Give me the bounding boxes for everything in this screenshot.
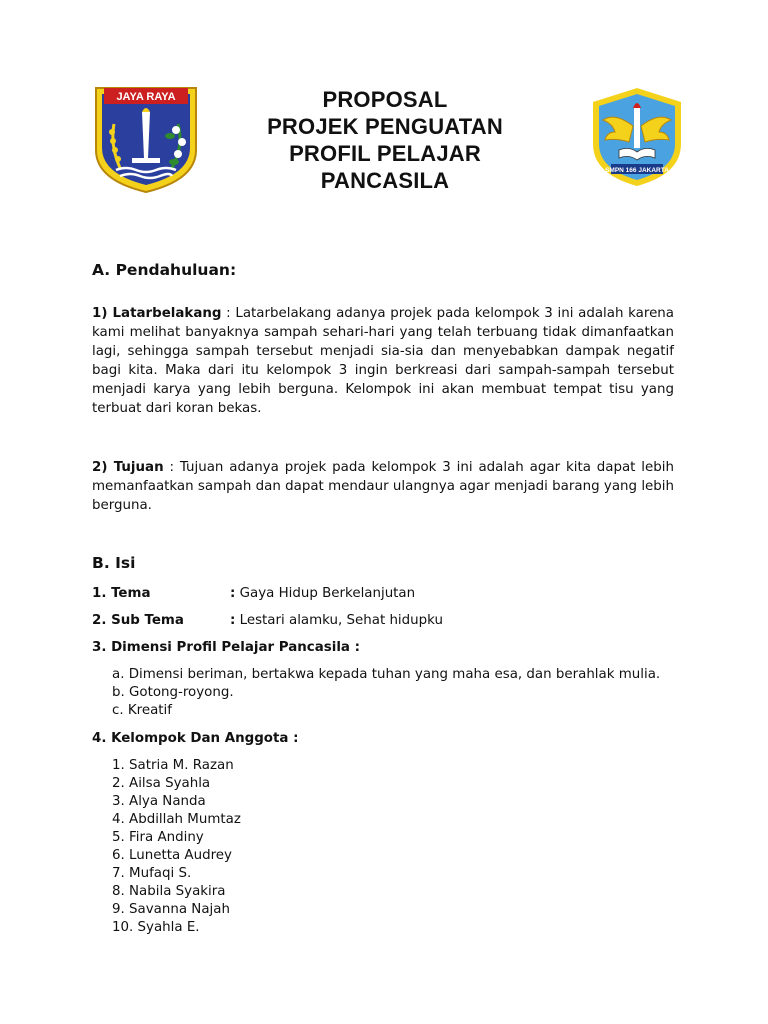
section-a-heading: A. Pendahuluan:	[92, 261, 237, 279]
background-label: 1) Latarbelakang	[92, 306, 222, 321]
section-b-heading: B. Isi	[92, 554, 136, 572]
title-line-4: PANCASILA	[320, 168, 450, 193]
proposal-title	[205, 86, 565, 194]
jaya-raya-text: JAYA RAYA	[116, 91, 176, 103]
list-item: b. Gotong-royong.	[112, 685, 234, 700]
jakarta-coat-of-arms-logo	[92, 84, 200, 194]
list-item: c. Kreatif	[112, 703, 172, 718]
title-line-2: PROJEK PENGUATAN	[267, 114, 503, 139]
background-paragraph	[92, 304, 674, 418]
sub-tema-label: 2. Sub Tema	[92, 613, 184, 628]
list-item: 4. Abdillah Mumtaz	[112, 812, 241, 827]
tema-row	[92, 584, 415, 603]
list-item: 2. Ailsa Syahla	[112, 776, 211, 791]
goal-separator: :	[163, 460, 180, 475]
background-separator: :	[221, 306, 236, 321]
sub-tema-row	[92, 611, 443, 630]
list-item: a. Dimensi beriman, bertakwa kepada tuhan yang maha esa, dan berahlak mulia.	[112, 667, 661, 682]
members-list	[112, 757, 241, 937]
sub-tema-value: Lestari alamku, Sehat hidupku	[235, 613, 443, 628]
list-item: 9. Savanna Najah	[112, 902, 230, 917]
tema-value: Gaya Hidup Berkelanjutan	[235, 586, 416, 601]
list-item: 6. Lunetta Audrey	[112, 848, 232, 863]
sub-tema-colon: :	[230, 613, 236, 628]
kelompok-heading: 4. Kelompok Dan Anggota :	[92, 731, 299, 746]
school-name-text: SMPN 166 JAKARTA	[605, 167, 669, 174]
goal-text: Tujuan adanya projek pada kelompok 3 ini adalah agar kita dapat lebih memanfaatkan sampah dan dapat mendaur ulangnya agar menjadi barang yang lebih berguna.	[92, 460, 674, 513]
list-item: 5. Fira Andiny	[112, 830, 204, 845]
list-item: 7. Mufaqi S.	[112, 866, 192, 881]
title-line-3: PROFIL PELAJAR	[289, 141, 481, 166]
dimensi-heading: 3. Dimensi Profil Pelajar Pancasila :	[92, 640, 360, 655]
tema-colon: :	[230, 586, 236, 601]
goal-label: 2) Tujuan	[92, 460, 164, 475]
list-item: 1. Satria M. Razan	[112, 758, 234, 773]
list-item: 8. Nabila Syakira	[112, 884, 226, 899]
dimensi-list	[112, 666, 660, 720]
background-text: Latarbelakang adanya projek pada kelompok 3 ini adalah karena kami melihat banyaknya sampah sehari-hari yang telah terbuang tidak dimanfaatkan lagi, sehingga sampah tersebut menjadi sia-sia dan menyebabkan dampak negatif bagi kita. Maka dari itu kelompok 3 ingin berkreasi dari sampah-sampah tersebut menjadi karya yang lebih berguna. Kelompok ini akan membuat tempat tisu yang terbuat dari koran bekas.	[92, 306, 675, 416]
list-item: 10. Syahla E.	[112, 920, 200, 935]
school-emblem-logo	[585, 84, 689, 190]
tema-label: 1. Tema	[92, 586, 151, 601]
goal-paragraph	[92, 458, 674, 515]
title-line-1: PROPOSAL	[322, 87, 448, 112]
list-item: 3. Alya Nanda	[112, 794, 206, 809]
